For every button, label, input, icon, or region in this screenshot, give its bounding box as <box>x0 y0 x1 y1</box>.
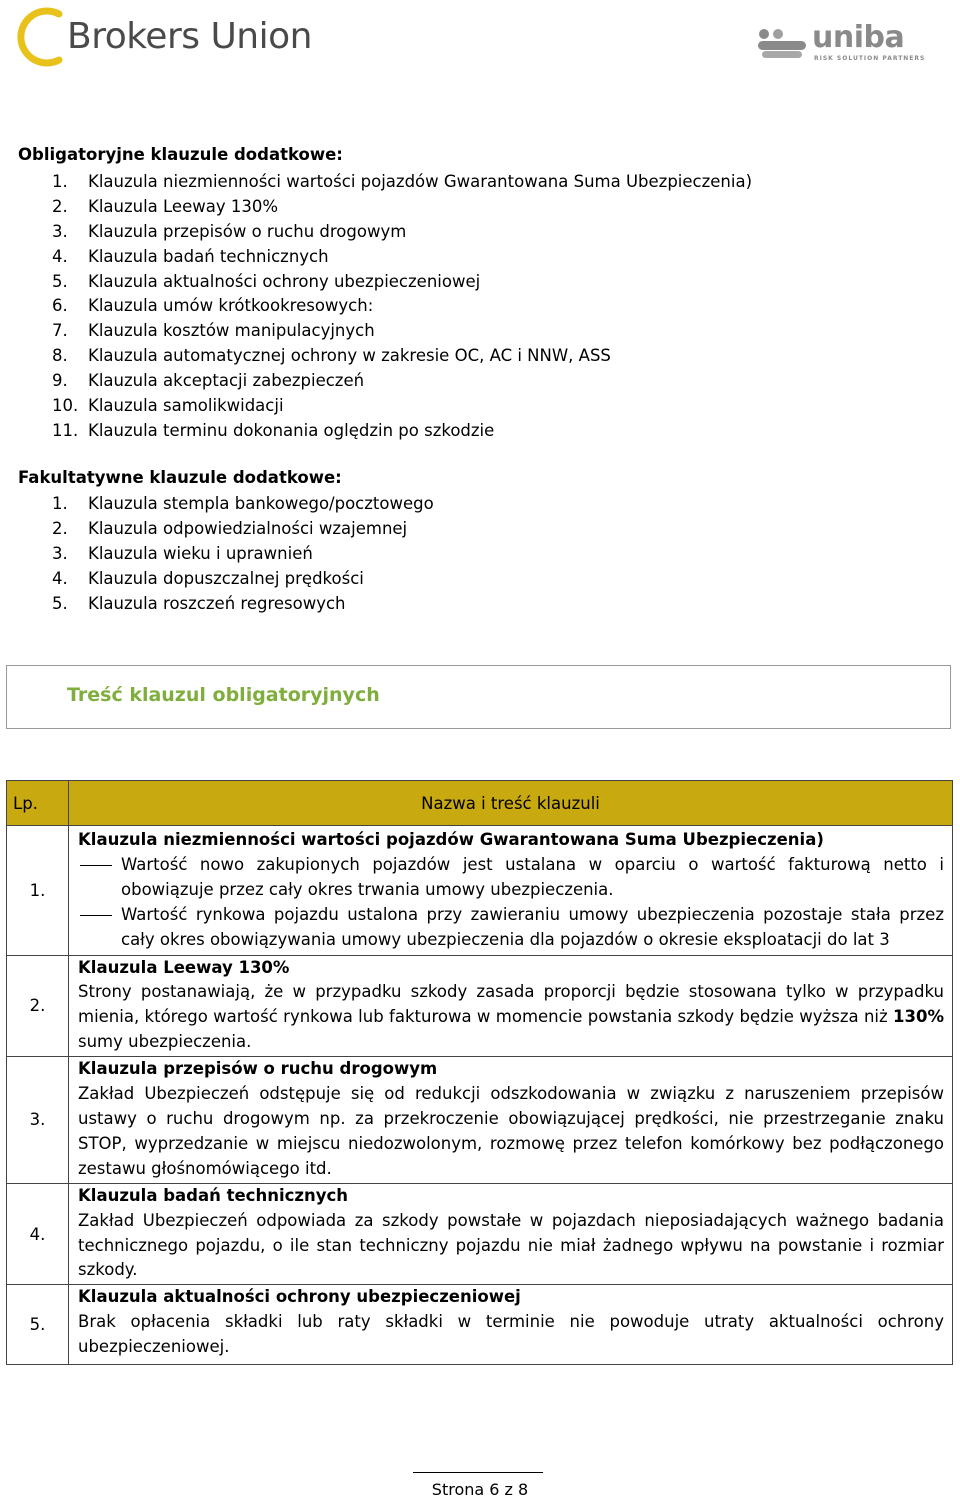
list-item-text: Klauzula wieku i uprawnień <box>88 543 313 563</box>
optional-clauses-title: Fakultatywne klauzule dodatkowe: <box>18 468 342 487</box>
list-item-number: 2. <box>52 518 68 538</box>
list-item-text: Klauzula stempla bankowego/pocztowego <box>88 494 434 513</box>
clause-body-text: sumy ubezpieczenia. <box>78 1032 252 1052</box>
list-item-number: 5. <box>52 271 68 291</box>
list-item-text: Klauzula terminu dokonania oględzin po szkodzie <box>88 420 495 440</box>
row-number: 5. <box>7 1285 69 1365</box>
list-item-number: 3. <box>52 543 68 563</box>
row-content <box>69 1183 953 1285</box>
clause-heading: Klauzula przepisów o ruchu drogowym <box>78 1059 438 1079</box>
row-number: 3. <box>7 1057 69 1184</box>
clause-bullet-text: Wartość rynkowa pojazdu ustalona przy zawieraniu umowy ubezpieczenia pozostaje stała przez cały okres obowiązywania umowy ubezpieczenia dla pojazdów o okresie eksploatacji do lat 3 <box>121 904 944 949</box>
uniba-logo <box>756 20 956 70</box>
section-heading-box <box>6 665 951 729</box>
list-item-text: Klauzula badań technicznych <box>88 246 329 266</box>
footer-rule <box>413 1472 543 1473</box>
table-row <box>7 955 953 1057</box>
row-content <box>69 1285 953 1365</box>
list-item-number: 4. <box>52 568 68 588</box>
section-heading: Treść klauzul obligatoryjnych <box>67 684 380 706</box>
table-row <box>7 826 953 956</box>
clause-heading: Klauzula badań technicznych <box>78 1185 349 1205</box>
clauses-table <box>6 780 953 1365</box>
list-item-text: Klauzula niezmienności wartości pojazdów Gwarantowana Suma Ubezpieczenia) <box>88 172 753 191</box>
clause-bullet <box>78 903 944 953</box>
clause-body: Zakład Ubezpieczeń odpowiada za szkody powstałe w pojazdach nieposiadających ważnego badania technicznego pojazdu, o ile stan techniczny pojazdu nie miał żadnego wpływu na powstanie i rozmiar szkody. <box>78 1210 944 1280</box>
row-content <box>69 1057 953 1184</box>
list-item-text: Klauzula umów krótkookresowych: <box>88 296 374 316</box>
row-content <box>69 826 953 956</box>
clause-heading: Klauzula aktualności ochrony ubezpieczeniowej <box>78 1287 521 1307</box>
clause-body: Zakład Ubezpieczeń odstępuje się od redukcji odszkodowania w związku z naruszeniem przepisów ustawy o ruchu drogowym np. za przekroczenie obowiązującej prędkości, nie przestrzeganie znaku STOP, wyprzedzanie w miejscu niedozwolonym, rozmowę przez telefon komórkowy bez podłączonego zestawu głośnomówiącego itd. <box>78 1084 944 1178</box>
list-item-text: Klauzula odpowiedzialności wzajemnej <box>88 518 408 538</box>
uniba-mark-icon <box>756 26 810 60</box>
list-item-text: Klauzula akceptacji zabezpieczeń <box>88 371 365 391</box>
list-item-number: 1. <box>52 494 68 513</box>
dash-bullet-icon <box>80 865 112 866</box>
uniba-wordmark: uniba <box>812 20 905 55</box>
clause-heading: Klauzula niezmienności wartości pojazdów Gwarantowana Suma Ubezpieczenia) <box>78 830 824 849</box>
list-item-text: Klauzula samolikwidacji <box>88 396 284 416</box>
clause-body <box>78 980 944 1055</box>
table-row <box>7 1183 953 1285</box>
list-item-number: 11. <box>52 420 79 440</box>
table-header-row <box>7 781 953 826</box>
dash-bullet-icon <box>80 915 112 916</box>
row-number: 2. <box>7 955 69 1057</box>
brokers-union-logo <box>15 4 315 70</box>
clause-bullet-text: Wartość nowo zakupionych pojazdów jest ustalana w oparciu o wartość fakturową netto i obowiązuje przez cały okres trwania umowy ubezpieczenia. <box>121 854 944 899</box>
column-header-lp: Lp. <box>7 781 69 826</box>
clause-bullet <box>78 853 944 903</box>
list-item-number: 3. <box>52 221 68 241</box>
list-item-text: Klauzula Leeway 130% <box>88 196 279 216</box>
obligatory-clauses-title: Obligatoryjne klauzule dodatkowe: <box>18 145 343 164</box>
brokers-union-wordmark: Brokers Union <box>67 16 312 57</box>
list-item-number: 10. <box>52 396 79 416</box>
list-item-number: 1. <box>52 172 68 191</box>
clause-body-text: Strony postanawiają, że w przypadku szkody zasada proporcji będzie stosowana tylko w przypadku mienia, którego wartość rynkowa lub fakturowa w momencie powstania szkody będzie wyższa niż <box>78 982 944 1027</box>
page-header <box>0 0 960 80</box>
page-number: Strona 6 z 8 <box>431 1480 529 1499</box>
clause-body-bold: 130% <box>893 1007 944 1027</box>
list-item-text: Klauzula aktualności ochrony ubezpieczeniowej <box>88 271 481 291</box>
list-item-number: 8. <box>52 346 68 366</box>
list-item-number: 4. <box>52 246 68 266</box>
list-item-text: Klauzula dopuszczalnej prędkości <box>88 568 364 588</box>
clause-body: Brak opłacenia składki lub raty składki w terminie nie powoduje utraty aktualności ochrony ubezpieczeniowej. <box>78 1312 944 1357</box>
uniba-tagline: RISK SOLUTION PARTNERS <box>814 55 926 62</box>
row-content <box>69 955 953 1057</box>
list-item-text: Klauzula kosztów manipulacyjnych <box>88 321 375 341</box>
row-number: 4. <box>7 1183 69 1285</box>
list-item-text: Klauzula przepisów o ruchu drogowym <box>88 221 407 241</box>
list-item-number: 2. <box>52 196 68 216</box>
list-item-text: Klauzula automatycznej ochrony w zakresie OC, AC i NNW, ASS <box>88 346 611 366</box>
brokers-union-mark-icon <box>15 4 65 70</box>
column-header-name: Nazwa i treść klauzuli <box>69 781 953 826</box>
table-row <box>7 1057 953 1184</box>
list-item-number: 7. <box>52 321 68 341</box>
list-item-text: Klauzula roszczeń regresowych <box>88 593 346 613</box>
row-number: 1. <box>7 826 69 956</box>
list-item-number: 9. <box>52 371 68 391</box>
list-item-number: 6. <box>52 296 68 316</box>
page-footer <box>0 1470 960 1499</box>
clause-heading: Klauzula Leeway 130% <box>78 957 290 977</box>
list-item-number: 5. <box>52 593 68 613</box>
table-row <box>7 1285 953 1365</box>
